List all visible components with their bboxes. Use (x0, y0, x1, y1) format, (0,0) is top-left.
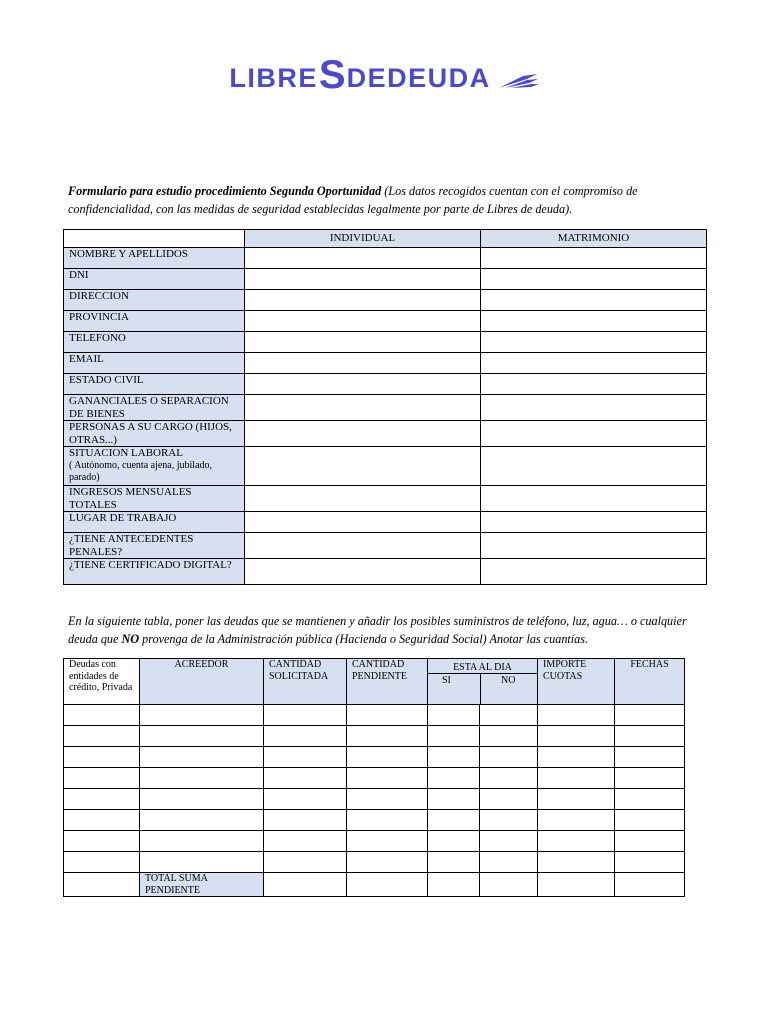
table-row (64, 486, 707, 512)
cell-si[interactable] (428, 789, 480, 810)
cell-matrimonio[interactable] (481, 269, 707, 290)
logo-text-dedeuda: DEDEUDA (346, 63, 491, 93)
cell-deudas[interactable] (64, 726, 140, 747)
cell-acreedor[interactable] (140, 810, 264, 831)
esta-divider (480, 673, 481, 704)
cell-no[interactable] (480, 789, 538, 810)
cell-no[interactable] (480, 726, 538, 747)
header-si: SI (442, 675, 451, 686)
cell-no[interactable] (480, 831, 538, 852)
cell-individual[interactable] (245, 290, 481, 311)
cell-solicitada[interactable] (264, 789, 347, 810)
cell-si[interactable] (428, 810, 480, 831)
cell-fechas[interactable] (615, 831, 685, 852)
debts-instructions (68, 612, 698, 648)
total-row (64, 873, 685, 897)
cell-matrimonio[interactable] (481, 533, 707, 559)
table-row (64, 747, 685, 768)
header-acreedor: ACREEDOR (140, 659, 264, 705)
logo-text-libre: LIBRE (229, 63, 318, 93)
cell-acreedor[interactable] (140, 789, 264, 810)
cell-fechas[interactable] (615, 852, 685, 873)
logo (0, 53, 768, 97)
personal-table-header (64, 230, 707, 248)
table-row (64, 512, 707, 533)
row-label-dni: DNI (64, 269, 245, 290)
cell-si[interactable] (428, 831, 480, 852)
cell-matrimonio[interactable] (481, 248, 707, 269)
cell-importe[interactable] (538, 852, 615, 873)
cell-fechas[interactable] (615, 705, 685, 726)
intro-paragraph (68, 182, 698, 218)
header-esta-al-dia (428, 659, 538, 705)
table-row (64, 447, 707, 486)
cell-solicitada[interactable] (264, 705, 347, 726)
table-row (64, 726, 685, 747)
logo-text-s: S (318, 53, 346, 97)
cell-individual[interactable] (245, 311, 481, 332)
total-suma-pendiente-label: TOTAL SUMA PENDIENTE (140, 873, 264, 897)
cell-solicitada[interactable] (264, 831, 347, 852)
cell-solicitada[interactable] (264, 810, 347, 831)
table-row (64, 810, 685, 831)
table-row (64, 353, 707, 374)
cell-deudas[interactable] (64, 810, 140, 831)
cell-importe[interactable] (538, 705, 615, 726)
esta-al-dia-title: ESTA AL DIA (453, 662, 512, 673)
cell-no[interactable] (480, 810, 538, 831)
cell-matrimonio[interactable] (481, 353, 707, 374)
cell-acreedor[interactable] (140, 726, 264, 747)
cell-fechas[interactable] (615, 789, 685, 810)
cell-si[interactable] (428, 873, 480, 897)
cell-acreedor[interactable] (140, 705, 264, 726)
cell-deudas[interactable] (64, 831, 140, 852)
cell-matrimonio[interactable] (481, 421, 707, 447)
cell-solicitada[interactable] (264, 726, 347, 747)
cell-no[interactable] (480, 852, 538, 873)
cell-acreedor[interactable] (140, 831, 264, 852)
cell-pendiente[interactable] (347, 831, 428, 852)
header-cantidad-solicitada: CANTIDAD SOLICITADA (264, 659, 347, 705)
cell-deudas[interactable] (64, 747, 140, 768)
cell-individual[interactable] (245, 332, 481, 353)
cell-importe[interactable] (538, 768, 615, 789)
cell-individual[interactable] (245, 533, 481, 559)
cell-importe[interactable] (538, 726, 615, 747)
cell-importe[interactable] (538, 810, 615, 831)
cell-matrimonio[interactable] (481, 486, 707, 512)
cell-individual[interactable] (245, 447, 481, 486)
table-row (64, 290, 707, 311)
cell-individual[interactable] (245, 374, 481, 395)
header-cantidad-pendiente: CANTIDAD PENDIENTE (347, 659, 428, 705)
cell-matrimonio[interactable] (481, 311, 707, 332)
table-row (64, 374, 707, 395)
cell-matrimonio[interactable] (481, 559, 707, 585)
table-row (64, 332, 707, 353)
table-row (64, 559, 707, 585)
cell-no[interactable] (480, 747, 538, 768)
table-row (64, 533, 707, 559)
header-empty-cell (64, 230, 245, 248)
row-label-email: EMAIL (64, 353, 245, 374)
cell-individual[interactable] (245, 421, 481, 447)
situacion-laboral-title: SITUACION LABORAL (69, 447, 183, 459)
table-row (64, 831, 685, 852)
cell-si[interactable] (428, 852, 480, 873)
header-matrimonio: MATRIMONIO (481, 230, 707, 248)
cell-no[interactable] (480, 705, 538, 726)
cell-pendiente[interactable] (347, 789, 428, 810)
header-deudas: Deudas con entidades de crédito, Privada (64, 659, 140, 705)
cell-matrimonio[interactable] (481, 512, 707, 533)
cell-importe[interactable] (538, 747, 615, 768)
row-label-direccion: DIRECCION (64, 290, 245, 311)
table-row (64, 705, 685, 726)
cell-fechas[interactable] (615, 768, 685, 789)
cell-pendiente[interactable] (347, 873, 428, 897)
row-label-antecedentes: ¿TIENE ANTECEDENTES PENALES? (64, 533, 245, 559)
cell-solicitada[interactable] (264, 873, 347, 897)
intro-bold: Formulario para estudio procedimiento Segunda Oportunidad (68, 184, 382, 198)
cell-fechas[interactable] (615, 873, 685, 897)
cell-individual[interactable] (245, 248, 481, 269)
cell-matrimonio[interactable] (481, 395, 707, 421)
row-label-provincia: PROVINCIA (64, 311, 245, 332)
cell-solicitada[interactable] (264, 852, 347, 873)
cell-acreedor[interactable] (140, 747, 264, 768)
debts-instructions-bold: NO (121, 632, 140, 646)
header-individual: INDIVIDUAL (245, 230, 481, 248)
table-row (64, 768, 685, 789)
cell-individual[interactable] (245, 486, 481, 512)
row-label-telefono: TELEFONO (64, 332, 245, 353)
cell-fechas[interactable] (615, 810, 685, 831)
cell-no[interactable] (480, 873, 538, 897)
cell-deudas[interactable] (64, 768, 140, 789)
wings-icon (497, 72, 539, 90)
personal-data-table (63, 229, 707, 585)
cell-solicitada[interactable] (264, 747, 347, 768)
cell-pendiente[interactable] (347, 768, 428, 789)
row-label-situacion-laboral (64, 447, 245, 486)
table-row (64, 789, 685, 810)
cell-pendiente[interactable] (347, 726, 428, 747)
intro-text: (Los datos recogidos cuentan con el compromiso de confidencialidad, con las medidas de seguridad establecidas legalmente por parte de Libres de deuda). (68, 184, 638, 216)
cell-acreedor[interactable] (140, 768, 264, 789)
table-row (64, 852, 685, 873)
debts-table (63, 658, 685, 897)
cell-individual[interactable] (245, 353, 481, 374)
header-importe-cuotas: IMPORTE CUOTAS (538, 659, 615, 705)
cell-deudas[interactable] (64, 852, 140, 873)
table-row (64, 421, 707, 447)
cell-importe[interactable] (538, 873, 615, 897)
cell-individual[interactable] (245, 512, 481, 533)
row-label-lugar-trabajo: LUGAR DE TRABAJO (64, 512, 245, 533)
table-row (64, 395, 707, 421)
debts-table-header (64, 659, 685, 705)
cell-matrimonio[interactable] (481, 374, 707, 395)
row-label-ingresos: INGRESOS MENSUALES TOTALES (64, 486, 245, 512)
cell-importe[interactable] (538, 789, 615, 810)
cell-si[interactable] (428, 726, 480, 747)
table-row (64, 269, 707, 290)
cell-importe[interactable] (538, 831, 615, 852)
cell-si[interactable] (428, 747, 480, 768)
cell-si[interactable] (428, 705, 480, 726)
cell-fechas[interactable] (615, 726, 685, 747)
cell-pendiente[interactable] (347, 705, 428, 726)
cell-individual[interactable] (245, 269, 481, 290)
row-label-estado-civil: ESTADO CIVIL (64, 374, 245, 395)
cell-deudas[interactable] (64, 873, 140, 897)
esta-al-dia-title-box (428, 659, 537, 674)
cell-acreedor[interactable] (140, 852, 264, 873)
cell-individual[interactable] (245, 395, 481, 421)
situacion-laboral-sub: ( Autónomo, cuenta ajena, jubilado, parado) (69, 459, 213, 483)
table-row (64, 248, 707, 269)
cell-deudas[interactable] (64, 705, 140, 726)
row-label-personas-cargo: PERSONAS A SU CARGO (HIJOS, OTRAS...) (64, 421, 245, 447)
cell-matrimonio[interactable] (481, 447, 707, 486)
cell-pendiente[interactable] (347, 810, 428, 831)
table-row (64, 311, 707, 332)
debts-instructions-part2: provenga de la Administración pública (Hacienda o Seguridad Social) Anotar las cuantías. (139, 632, 589, 646)
cell-fechas[interactable] (615, 747, 685, 768)
cell-pendiente[interactable] (347, 852, 428, 873)
cell-solicitada[interactable] (264, 768, 347, 789)
cell-matrimonio[interactable] (481, 332, 707, 353)
cell-no[interactable] (480, 768, 538, 789)
header-no: NO (501, 675, 516, 686)
debts-instructions-part1: En la siguiente tabla, poner las deudas que se mantienen y añadir los posibles suministros de teléfono, luz, agua… o cualquier deuda que (68, 614, 687, 646)
header-fechas: FECHAS (615, 659, 685, 705)
cell-si[interactable] (428, 768, 480, 789)
row-label-certificado: ¿TIENE CERTIFICADO DIGITAL? (64, 559, 245, 585)
cell-individual[interactable] (245, 559, 481, 585)
cell-deudas[interactable] (64, 789, 140, 810)
cell-matrimonio[interactable] (481, 290, 707, 311)
row-label-nombre: NOMBRE Y APELLIDOS (64, 248, 245, 269)
cell-pendiente[interactable] (347, 747, 428, 768)
row-label-gananciales: GANANCIALES O SEPARACION DE BIENES (64, 395, 245, 421)
